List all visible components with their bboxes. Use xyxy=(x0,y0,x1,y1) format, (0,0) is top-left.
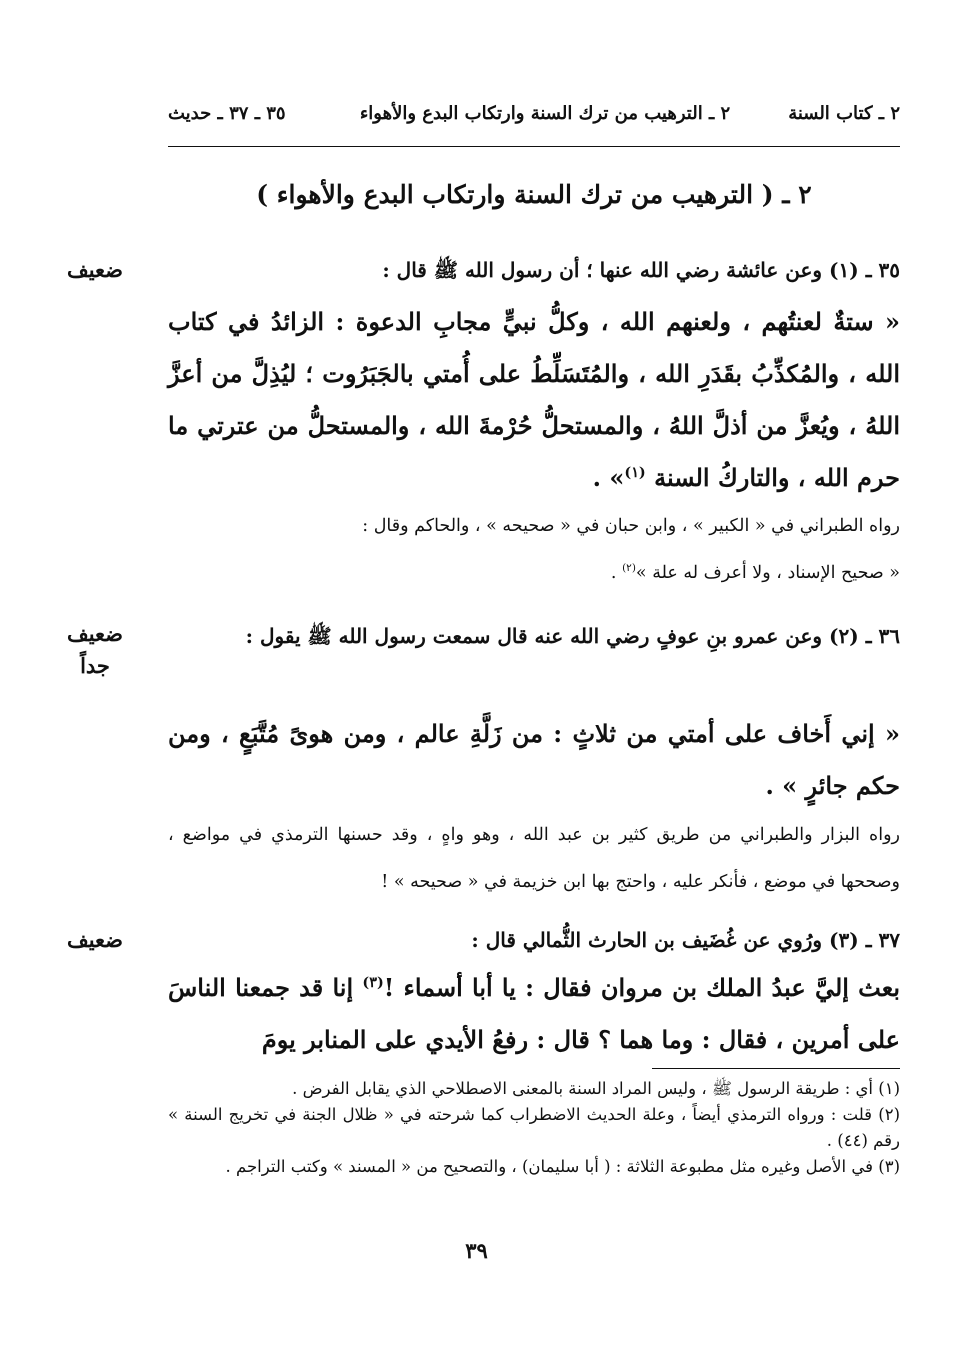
footnote-divider xyxy=(652,1068,900,1069)
hadith-35-takhrij-line-2 xyxy=(168,550,900,597)
hadith-35-grade: ضعيف xyxy=(66,257,124,282)
hadith-36-intro: ٣٦ ـ (٢) وعن عمرو بنِ عوفٍ رضي الله عنه قال سمعت رسول الله ﷺ يقول : xyxy=(245,624,900,648)
footnotes xyxy=(168,1076,900,1180)
hadith-35-text xyxy=(168,296,900,504)
footnote-ref-2: (٢) xyxy=(622,562,636,575)
hadith-36-grade-line-2: جداً xyxy=(80,653,110,678)
hadith-37-text xyxy=(168,962,900,1066)
hadith-36-matn: « إني أَخاف على أمتي من ثلاثٍ : من زَلَّةِ عالم ، ومن هوىً مُتَّبَعٍ ، ومن حكم جائرٍ » . xyxy=(168,719,900,800)
hadith-37-matn-cont: إنا قد جمعنا الناسَ على أمرين ، فقال : وما هما ؟ قال : رفعُ الأيدي على المنابر يومَ xyxy=(168,973,900,1054)
footnote-ref-1: (١) xyxy=(624,464,646,481)
hadith-35-intro: ٣٥ ـ (١) وعن عائشة رضي الله عنها ؛ أن رسول الله ﷺ قال : xyxy=(382,258,900,282)
header-book-title: ٢ ـ كتاب السنة xyxy=(788,102,900,124)
page-number: ٣٩ xyxy=(465,1238,488,1263)
hadith-37-grade: ضعيف xyxy=(66,927,124,952)
running-header xyxy=(168,96,900,130)
hadith-35-takhrij-line-1: رواه الطبراني في « الكبير » ، وابن حبان في « صحيحه » ، والحاكم وقال : xyxy=(362,516,900,536)
header-divider xyxy=(168,146,900,147)
footnote-1: (١) أي : طريقة الرسول ﷺ ، وليس المراد السنة بالمعنى الاصطلاحي الذي يقابل الفرض . xyxy=(292,1079,900,1098)
hadith-35-takhrij-end: . xyxy=(610,563,623,583)
hadith-37-intro: ٣٧ ـ (٣) ورُوي عن غُضَيف بن الحارث الثُّمالي قال : xyxy=(471,928,900,952)
hadith-36-grade-line-1: ضعيف xyxy=(66,621,124,646)
chapter-title: ٢ ـ ( الترهيب من ترك السنة وارتكاب البدع والأهواء ) xyxy=(256,180,812,209)
footnote-3: (٣) في الأصل وغيره مثل مطبوعة الثلاثة : ( أبا سليمان) ، والتصحيح من « المسند » وكتب التراجم . xyxy=(225,1157,900,1176)
footnote-ref-3: (٣) xyxy=(362,974,384,991)
footnote-2: (٢) قلت : ورواه الترمذي أيضاً ، وعلة الحديث الاضطراب كما شرحته في « ظلال الجنة في تخريج السنة » رقم (٤٤) . xyxy=(168,1105,900,1150)
hadith-35-hakim-quote: « صحيح الإسناد ، ولا أعرف له علة » xyxy=(635,563,900,583)
header-hadith-range: ٣٥ ـ ٣٧ ـ حديث xyxy=(168,102,286,124)
hadith-35-takhrij xyxy=(168,503,900,597)
hadith-36-grade xyxy=(40,618,150,682)
hadith-37-matn: بعث إليَّ عبدُ الملك بن مروان فقال : يا أبا أسماء ! xyxy=(383,973,901,1002)
hadith-35-matn-end: » . xyxy=(592,463,625,492)
hadith-35-matn: « ستةٌ لعنتُهم ، ولعنهم الله ، وكلُّ نبيٍّ مجابِ الدعوة : الزائدُ في كتاب الله ، والمُكذِّبُ بقَدَرِ الله ، والمُتَسَلِّطُ على أُمتي بالجَبَرُوت ؛ ليُذِلَّ من أعزَّ اللهُ ، ويُعزَّ من أذلَّ اللهُ ، والمستحلُّ حُرْمةَ الله ، والمستحلُّ من عترتي ما حرم الله ، والتاركُ السنة xyxy=(168,307,901,492)
hadith-36-takhrij: رواه البزار والطبراني من طريق كثير بن عبد الله ، وهو واهٍ ، وقد حسنها الترمذي في مواضع ، وصححها في موضع ، فأنكر عليه ، واحتج بها ابن خزيمة في « صحيحه » ! xyxy=(168,825,900,892)
header-chapter-title: ٢ ـ الترهيب من ترك السنة وارتكاب البدع والأهواء xyxy=(359,102,731,124)
